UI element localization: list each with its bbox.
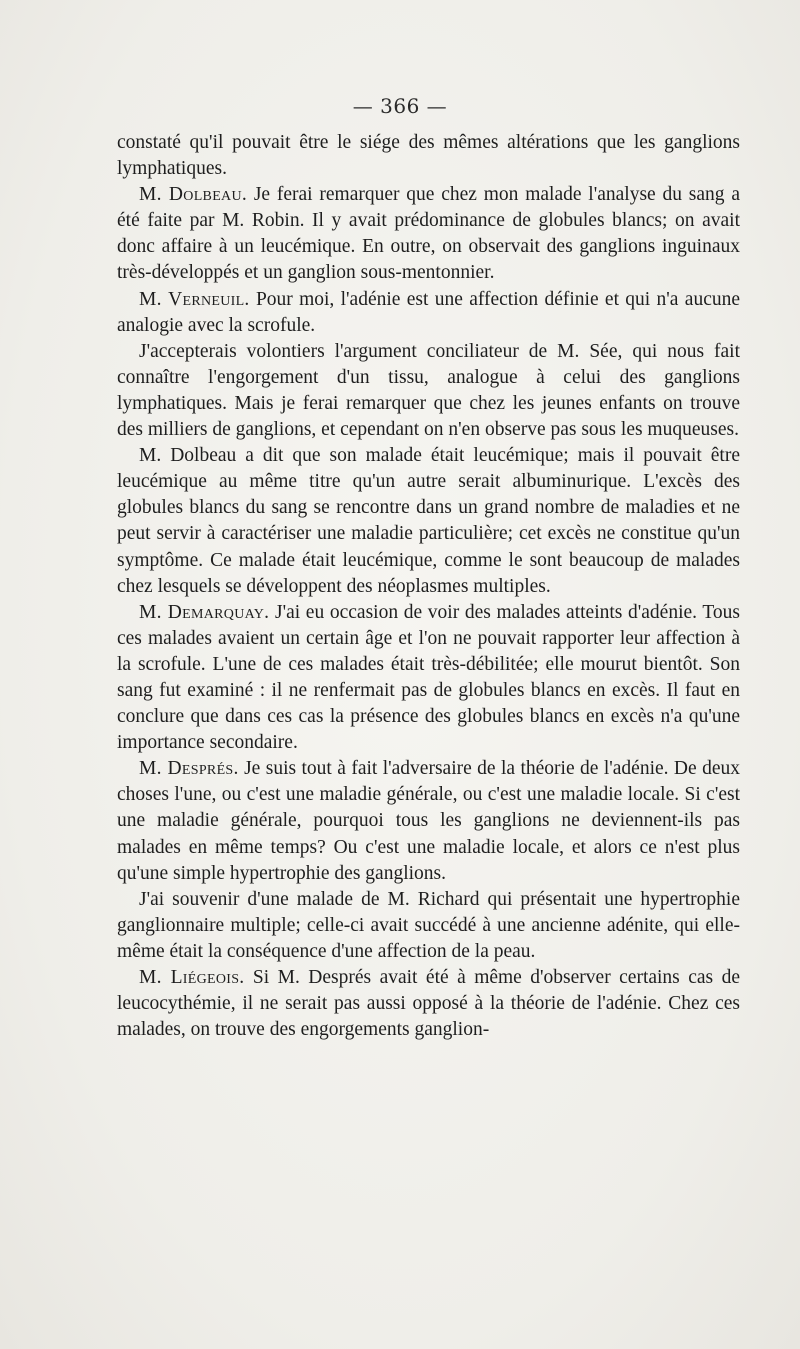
page-number: — 366 —: [352, 94, 448, 118]
paragraph-text: Si M. Després avait été à même d'observer certains cas de leucocythémie, il ne serait pas aussi opposé à la théorie de l'adénie. Chez ces malades, on trouve des engorgements ganglion-: [117, 967, 740, 1041]
speaker-name: M. Liégeois.: [139, 967, 245, 988]
paragraph-7: [117, 756, 740, 886]
paragraph-text: J'accepterais volontiers l'argument conciliateur de M. Sée, qui nous fait connaître l'engorgement d'un tissu, analogue à celui des ganglions lymphatiques. Mais je ferai remarquer que chez les jeunes enfants on trouve des milliers de ganglions, et cependant on n'en observe pas sous les muqueuses.: [117, 340, 740, 441]
paragraph-8: [117, 887, 740, 965]
paragraph-text: Pour moi, l'adénie est une affection définie et qui n'a aucune analogie avec la scrofule.: [117, 288, 740, 336]
speaker-name: M. Verneuil.: [139, 288, 250, 310]
speaker-name: M. Demarquay.: [139, 601, 270, 623]
paragraph-text: M. Dolbeau a dit que son malade était leucémique; mais il pouvait être leucémique au même titre qu'un autre serait albuminurique. L'excès des globules blancs du sang se rencontre dans un grand nombre de maladies et ne peut servir à caractériser une maladie particulière; cet excès ne constitue qu'un symptôme. Ce malade était leucémique, comme le sont beaucoup de malades chez lesquels se développent des néoplasmes multiples.: [117, 445, 740, 597]
speaker-name: M. Després.: [139, 758, 239, 780]
paragraph-9: [117, 965, 740, 1043]
paragraph-3: [117, 287, 740, 339]
body-text: [117, 130, 740, 1043]
paragraph-4: [117, 339, 740, 443]
paragraph-1: [117, 130, 740, 182]
paragraph-6: [117, 600, 740, 757]
paragraph-text: Je ferai remarquer que chez mon malade l'analyse du sang a été faite par M. Robin. Il y avait prédominance de globules blancs; on avait donc affaire à un leucémique. En outre, on observait des ganglions inguinaux très-développés et un ganglion sous-mentonnier.: [117, 184, 740, 284]
paragraph-text: J'ai souvenir d'une malade de M. Richard qui présentait une hypertrophie ganglionnaire multiple; celle-ci avait succédé à une ancienne adénite, qui elle-même était la conséquence d'une affection de la peau.: [117, 888, 740, 962]
paragraph-text: Je suis tout à fait l'adversaire de la théorie de l'adénie. De deux choses l'une, ou c'est une maladie générale, ou c'est une maladie locale. Si c'est une maladie générale, pourquoi tous les ganglions ne deviennent-ils pas malades en même temps? Ou c'est une maladie locale, et alors ce n'est plus qu'une simple hypertrophie des ganglions.: [117, 758, 740, 884]
paragraph-5: [117, 443, 740, 600]
speaker-name: M. Dolbeau.: [139, 184, 248, 206]
paragraph-text: constaté qu'il pouvait être le siége des mêmes altérations que les ganglions lymphatiques.: [117, 132, 740, 180]
paragraph-2: [117, 182, 740, 286]
paragraph-text: J'ai eu occasion de voir des malades atteints d'adénie. Tous ces malades avaient un certain âge et l'on ne pouvait rapporter leur affection à la scrofule. L'une de ces malades était très-débilitée; elle mourut bientôt. Son sang fut examiné : il ne renfermait pas de globules blancs en excès. Il faut en conclure que dans ces cas la présence des globules blancs en excès n'a qu'une importance secondaire.: [117, 601, 740, 754]
